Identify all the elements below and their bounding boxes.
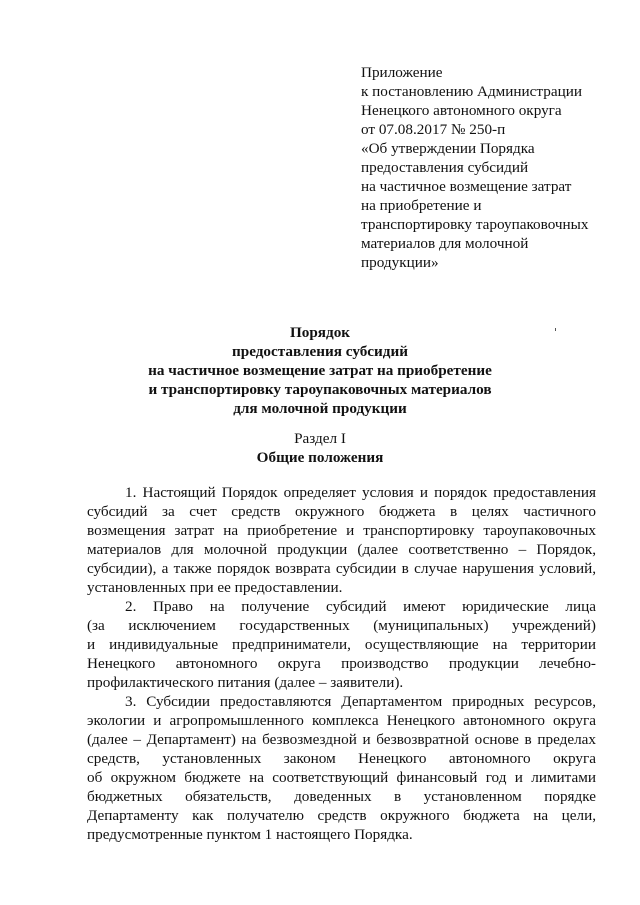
paragraph-line: 2. Право на получение субсидий имеют юридические лица <box>125 598 596 615</box>
appendix-line: Ненецкого автономного округа <box>361 102 562 119</box>
paragraph-line: возмещения затрат на приобретение и транспортировку тароупаковочных <box>87 522 596 539</box>
paragraph-line: (далее – Департамент) на безвозмездной и безвозвратной основе в пределах <box>87 731 596 748</box>
paragraph-line: средств, установленных законом Ненецкого автономного округа <box>87 750 596 767</box>
paragraph-line: 3. Субсидии предоставляются Департаментом природных ресурсов, <box>125 693 596 710</box>
appendix-line: к постановлению Администрации <box>361 83 582 100</box>
title-line: и транспортировку тароупаковочных материалов <box>148 381 492 398</box>
paragraph-line: об окружном бюджете на соответствующий финансовый год и лимитами <box>87 769 596 786</box>
paragraph-line: субсидии), а также порядок возврата субсидии в случае нарушения условий, <box>87 560 596 577</box>
paragraph-line: экологии и агропромышленного комплекса Ненецкого автономного округа <box>87 712 596 729</box>
title-line: Порядок <box>289 324 351 341</box>
appendix-line: «Об утверждении Порядка <box>361 140 535 157</box>
section-title: Общие положения <box>256 449 384 466</box>
appendix-line: продукции» <box>361 254 439 271</box>
appendix-line: от 07.08.2017 № 250-п <box>361 121 506 138</box>
paragraph-line: материалов для молочной продукции (далее соответственно – Порядок, <box>87 541 596 558</box>
paragraph-line: субсидий за счет средств окружного бюджета в целях частичного <box>87 503 596 520</box>
appendix-line: Приложение <box>361 64 443 81</box>
paragraph-line: Ненецкого автономного округа производство продукции лечебно- <box>87 655 596 672</box>
section-number: Раздел I <box>294 430 346 447</box>
appendix-line: на приобретение и <box>361 197 482 214</box>
appendix-line: на частичное возмещение затрат <box>361 178 572 195</box>
paragraph-line: предусмотренные пунктом 1 настоящего Порядка. <box>87 826 413 843</box>
scan-artifact <box>555 328 556 331</box>
paragraph-line: (за исключением государственных (муниципальных) учреждений) <box>87 617 596 634</box>
paragraph-line: и индивидуальные предприниматели, осуществляющие на территории <box>87 636 596 653</box>
paragraph-line: бюджетных обязательств, доведенных в установленном порядке <box>87 788 596 805</box>
title-line: предоставления субсидий <box>232 343 408 360</box>
appendix-line: материалов для молочной <box>361 235 529 252</box>
appendix-line: транспортировку тароупаковочных <box>361 216 589 233</box>
title-line: на частичное возмещение затрат на приобретение <box>148 362 492 379</box>
section-heading <box>110 429 530 467</box>
appendix-line: предоставления субсидий <box>361 159 529 176</box>
appendix-header <box>361 63 606 272</box>
paragraph-line: профилактического питания (далее – заявители). <box>87 674 404 691</box>
paragraph-line: Департаменту как получателю средств окружного бюджета на цели, <box>87 807 596 824</box>
paragraph-line: установленных при ее предоставлении. <box>87 579 343 596</box>
paragraph-line: 1. Настоящий Порядок определяет условия и порядок предоставления <box>125 484 596 501</box>
document-title <box>110 323 530 418</box>
title-line: для молочной продукции <box>233 400 407 417</box>
document-body <box>87 483 596 844</box>
